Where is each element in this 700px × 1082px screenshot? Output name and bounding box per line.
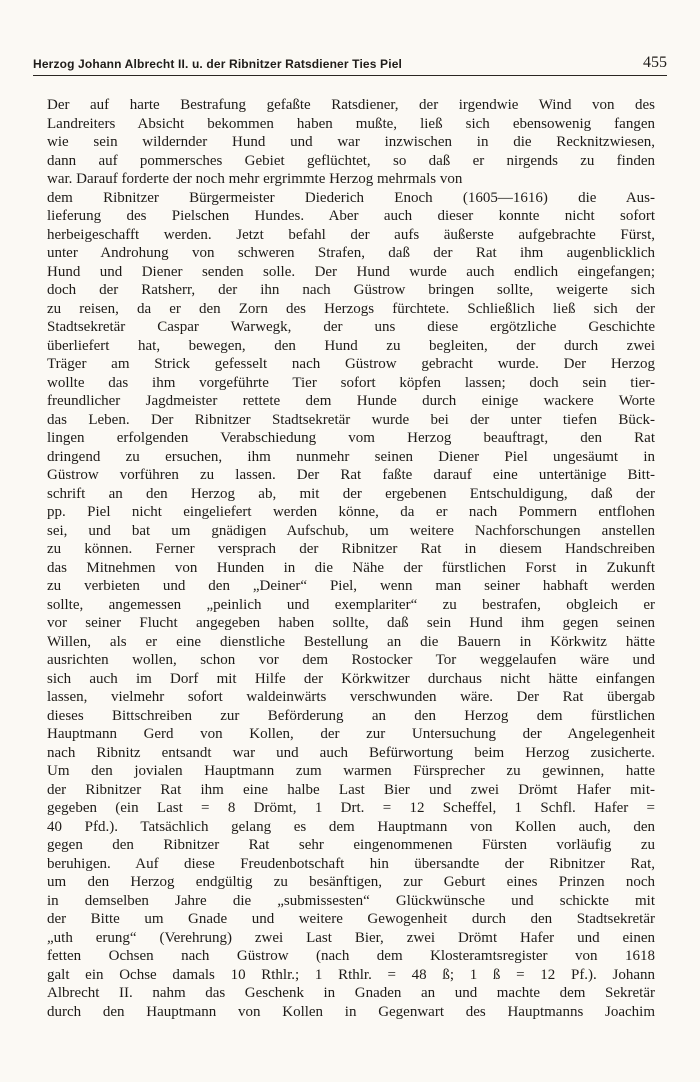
text-line: zu verbieten und den „Deiner“ Piel, wenn man seiner habhaft werden [47,578,655,594]
text-line: Stadtsekretär Caspar Warwegk, der uns diese ergötzliche Geschichte [47,319,655,335]
text-line: schrift an den Herzog ab, mit der ergebenen Entschuldigung, daß der [47,485,655,502]
text-line: gegeben (ein Last = 8 Drömt, 1 Drt. = 12 Scheffel, 1 Schfl. Hafer = [47,800,655,816]
text-line: gegen den Ribnitzer Rat sehr eingenommenen Fürsten vorläufig zu [47,837,655,853]
text-line: doch der Ratsherr, der ihn nach Güstrow bringen sollte, weigerte sich [47,282,655,298]
text-line: Willen, als er eine dienstliche Bestellung an die Bauern in Körkwitz hätte [47,633,655,650]
text-line: nach Ribnitz entsandt war und auch Befürwortung beim Herzog zusicherte. [47,744,655,761]
text-line: lassen, vielmehr sofort waldeinwärts verschwunden wäre. Der Rat übergab [47,689,655,705]
text-line: überliefert hat, bewegen, den Hund zu begleiten, der durch zwei [47,337,655,354]
text-line: Landreiters Absicht bekommen haben mußte, ließ sich ebensowenig fangen [47,115,655,132]
text-line: war. Darauf forderte der noch mehr ergrimmte Herzog mehrmals von [47,171,463,187]
text-line: lieferung des Pielschen Hundes. Aber auch dieser konnte nicht sofort [47,208,655,224]
text-line: unter Androhung von schweren Strafen, daß der Rat ihm augenblicklich [47,245,655,261]
text-line: fetten Ochsen nach Güstrow (nach dem Klosteramtsregister von 1618 [47,948,655,964]
text-line: der Bitte um Gnade und weitere Gewogenheit durch den Stadtsekretär [47,911,655,927]
text-line: Träger am Strick gefesselt nach Güstrow gebracht wurde. Der Herzog [47,356,655,372]
text-line: wie sein wildernder Hund und war inzwischen in die Recknitzwiesen, [47,134,655,150]
text-line: der Ribnitzer Rat ihm eine halbe Last Bier und zwei Drömt Hafer mit- [47,781,655,798]
text-line: sei, und bat um gnädigen Aufschub, um weitere Nachforschungen anstellen [47,522,655,539]
text-line: freundlicher Jagdmeister rettete dem Hunde durch einige wackere Worte [47,393,655,409]
text-line: herbeigeschafft werden. Jetzt befahl der aufs äußerste aufgebrachte Fürst, [47,226,655,243]
text-line: Der auf harte Bestrafung gefaßte Ratsdiener, der irgendwie Wind von des [47,97,655,113]
text-line: Güstrow vorführen zu lassen. Der Rat faßte darauf eine untertänige Bitt- [47,467,655,483]
text-line: durch den Hauptmann von Kollen in Gegenwart des Hauptmanns Joachim [47,1003,655,1020]
text-line: das Mitnehmen von Hunden in die Nähe der fürstlichen Forst in Zukunft [47,559,655,576]
text-line: beruhigen. Auf diese Freudenbotschaft hin übersandte der Ribnitzer Rat, [47,855,655,872]
text-line: zu reisen, da er den Zorn des Herzogs fürchtete. Schließlich ließ sich der [47,300,655,317]
text-line: ausrichten wollen, schon vor dem Rostocker Tor weggelaufen wäre und [47,652,655,668]
text-line: „uth erung“ (Verehrung) zwei Last Bier, zwei Drömt Hafer und einen [47,929,655,946]
page-header [33,53,667,76]
text-line: um den Herzog endgültig zu besänftigen, zur Geburt eines Prinzen noch [47,874,655,890]
text-line: Um den jovialen Hauptmann zum warmen Fürsprecher zu gewinnen, hatte [47,763,655,779]
text-line: Albrecht II. nahm das Geschenk in Gnaden an und machte dem Sekretär [47,985,655,1001]
text-line: Hauptmann Gerd von Kollen, der zur Untersuchung der Angelegenheit [47,726,655,742]
body-text [47,96,655,1020]
text-line: Hund und Diener senden solle. Der Hund wurde auch endlich eingefangen; [47,263,655,280]
text-line: dieses Bittschreiben zur Beförderung an den Herzog dem fürstlichen [47,707,655,724]
text-line: lingen erfolgenden Verabschiedung vom Herzog beauftragt, den Rat [47,430,655,446]
page-number: 455 [643,54,667,71]
text-line: pp. Piel nicht eingeliefert werden könne, da er nach Pommern entflohen [47,504,655,520]
text-line: vor seiner Flucht angegeben haben sollte, daß sein Hund ihm gegen seinen [47,615,655,631]
text-line: dringend zu ersuchen, ihm nunmehr seinen Diener Piel ungesäumt in [47,448,655,465]
text-line: dann auf pommersches Gebiet geflüchtet, so daß er nirgends zu finden [47,152,655,169]
text-line: dem Ribnitzer Bürgermeister Diederich Enoch (1605—1616) die Aus- [47,189,655,206]
text-line: zu können. Ferner versprach der Ribnitzer Rat in diesem Handschreiben [47,541,655,557]
text-line: das Leben. Der Ribnitzer Stadtsekretär wurde bei der unter tiefen Bück- [47,411,655,428]
text-line: sich auch im Dorf mit Hilfe der Körkwitzer durchaus nicht hätte einfangen [47,670,655,687]
text-line: sollte, angemessen „peinlich und exemplariter“ zu bestrafen, obgleich er [47,596,655,613]
text-line: wollte das ihm vorgeführte Tier sofort köpfen lassen; doch sein tier- [47,374,655,391]
text-line: 40 Pfd.). Tatsächlich gelang es dem Hauptmann von Kollen auch, den [47,818,655,835]
text-line: in demselben Jahre die „submissesten“ Glückwünsche und schickte mit [47,892,655,909]
running-title: Herzog Johann Albrecht II. u. der Ribnitzer Ratsdiener Ties Piel [33,57,403,71]
text-line: galt ein Ochse damals 10 Rthlr.; 1 Rthlr. = 48 ß; 1 ß = 12 Pf.). Johann [47,966,655,983]
